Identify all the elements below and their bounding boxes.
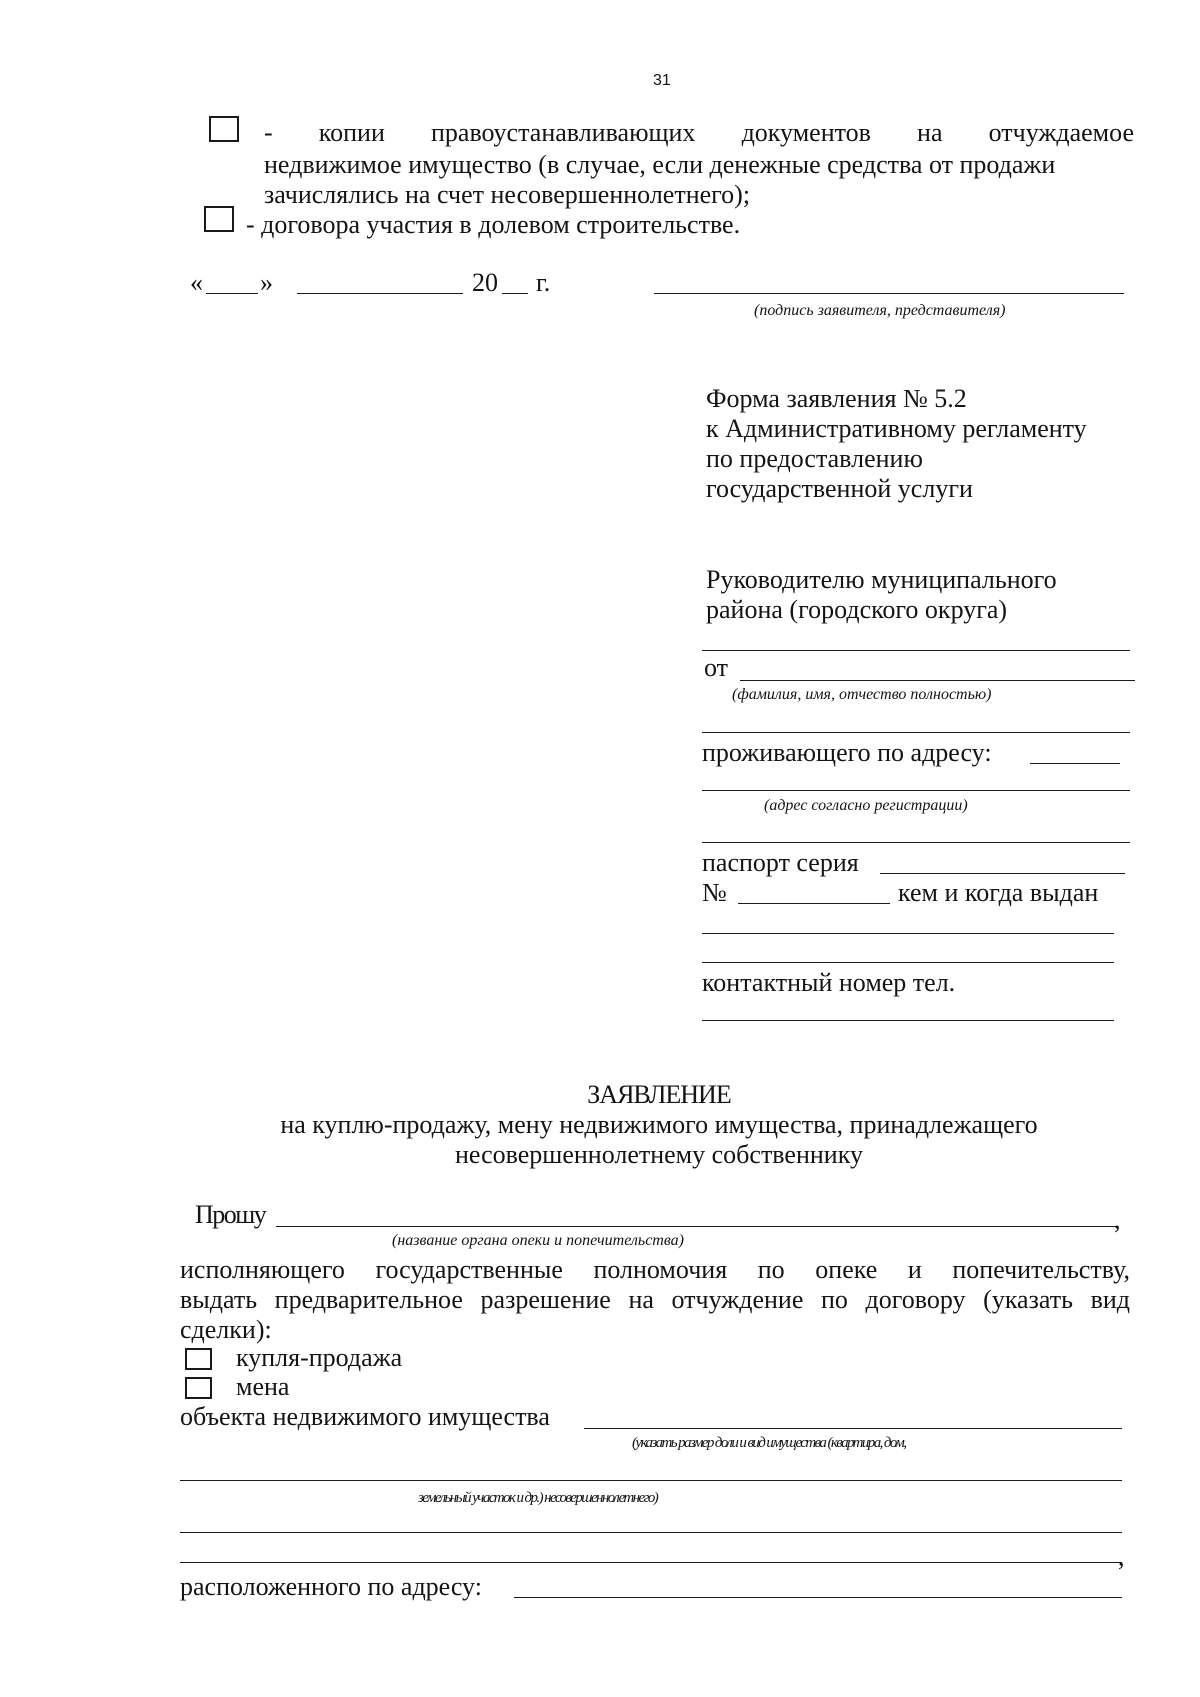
checkbox-shared-construction[interactable] <box>204 206 234 232</box>
applicant-name-caption: (фамилия, имя, отчество полностью) <box>732 686 992 703</box>
passport-issued-field-2[interactable] <box>702 962 1114 963</box>
request-label: Прошу <box>195 1200 266 1229</box>
checkbox-purchase-sale[interactable] <box>185 1348 212 1370</box>
signature-caption: (подпись заявителя, представителя) <box>754 302 1006 319</box>
applicant-name-field-2[interactable] <box>702 732 1130 733</box>
signature-field[interactable] <box>654 293 1124 294</box>
address-field-3[interactable] <box>702 842 1130 843</box>
checkbox-exchange[interactable] <box>185 1377 212 1399</box>
applicant-name-field[interactable] <box>740 680 1135 681</box>
list-item-title-documents-line2: недвижимое имущество (в случае, если денежные средства от продажи <box>264 150 1056 179</box>
object-field-3[interactable] <box>180 1532 1122 1533</box>
option-purchase-sale: купля-продажа <box>236 1343 403 1372</box>
phone-label: контактный номер тел. <box>702 968 956 997</box>
passport-series-field[interactable] <box>880 873 1125 874</box>
address-caption: (адрес согласно регистрации) <box>764 797 968 814</box>
date-close-quote: » <box>260 268 273 297</box>
organ-caption: (название органа опеки и попечительства) <box>392 1232 685 1249</box>
date-year-prefix: 20 <box>472 268 498 297</box>
document-subtitle-line1: на куплю-продажу, мену недвижимого имущества, принадлежащего <box>280 1110 1038 1139</box>
form-header-line3: по предоставлению <box>706 444 923 473</box>
passport-number-field[interactable] <box>738 903 890 904</box>
date-year-field[interactable] <box>502 293 528 294</box>
residing-label: проживающего по адресу: <box>702 738 992 767</box>
form-header-line1: Форма заявления № 5.2 <box>706 384 967 413</box>
passport-issued-label: кем и когда выдан <box>898 878 1099 907</box>
form-header-line4: государственной услуги <box>706 474 973 503</box>
date-year-suffix: г. <box>536 268 551 297</box>
paragraph-line3: сделки): <box>180 1315 272 1344</box>
addressee-line2: района (городского округа) <box>706 595 1008 624</box>
guardianship-organ-field[interactable] <box>276 1226 1116 1227</box>
page-number: 31 <box>653 72 671 89</box>
addressee-line1: Руководителю муниципального <box>706 565 1057 594</box>
date-day-field[interactable] <box>206 293 258 294</box>
located-label: расположенного по адресу: <box>180 1572 482 1601</box>
from-label: от <box>704 653 729 682</box>
object-label: объекта недвижимого имущества <box>180 1402 550 1431</box>
option-exchange: мена <box>236 1372 290 1401</box>
list-item-title-documents-line3: зачислялись на счет несовершеннолетнего); <box>264 180 751 209</box>
object-field-4[interactable] <box>180 1562 1122 1563</box>
object-caption-line2: земельный участок и др.) несовершеннолетнего) <box>418 1490 658 1506</box>
object-caption-line1: (указать размер доли и вид имущества (квартира, дом, <box>632 1435 906 1451</box>
passport-label: паспорт серия <box>702 848 859 877</box>
passport-number-sign: № <box>702 878 727 907</box>
list-item-title-documents-line1: - копии правоустанавливающих документов на отчуждаемое <box>264 118 1134 147</box>
request-comma: , <box>1114 1205 1121 1234</box>
form-header-line2: к Административному регламенту <box>706 414 1087 443</box>
passport-issued-field[interactable] <box>702 933 1114 934</box>
date-open-quote: « <box>190 268 203 297</box>
list-item-shared-construction: - договора участия в долевом строительстве. <box>246 210 741 239</box>
object-field-2[interactable] <box>180 1480 1122 1481</box>
addressee-blank-line[interactable] <box>702 650 1130 651</box>
object-trailing-comma: , <box>1118 1542 1125 1571</box>
address-field[interactable] <box>1030 763 1120 764</box>
paragraph-line2: выдать предварительное разрешение на отчуждение по договору (указать вид <box>180 1285 1130 1314</box>
paragraph-line1: исполняющего государственные полномочия по опеке и попечительству, <box>180 1255 1130 1284</box>
phone-field[interactable] <box>702 1020 1114 1021</box>
checkbox-title-documents[interactable] <box>209 116 239 142</box>
address-field-2[interactable] <box>702 790 1130 791</box>
document-subtitle-line2: несовершеннолетнему собственнику <box>455 1140 863 1169</box>
date-month-field[interactable] <box>297 293 463 294</box>
located-address-field[interactable] <box>514 1597 1122 1598</box>
object-field[interactable] <box>584 1428 1122 1429</box>
document-title: ЗАЯВЛЕНИЕ <box>587 1080 731 1109</box>
